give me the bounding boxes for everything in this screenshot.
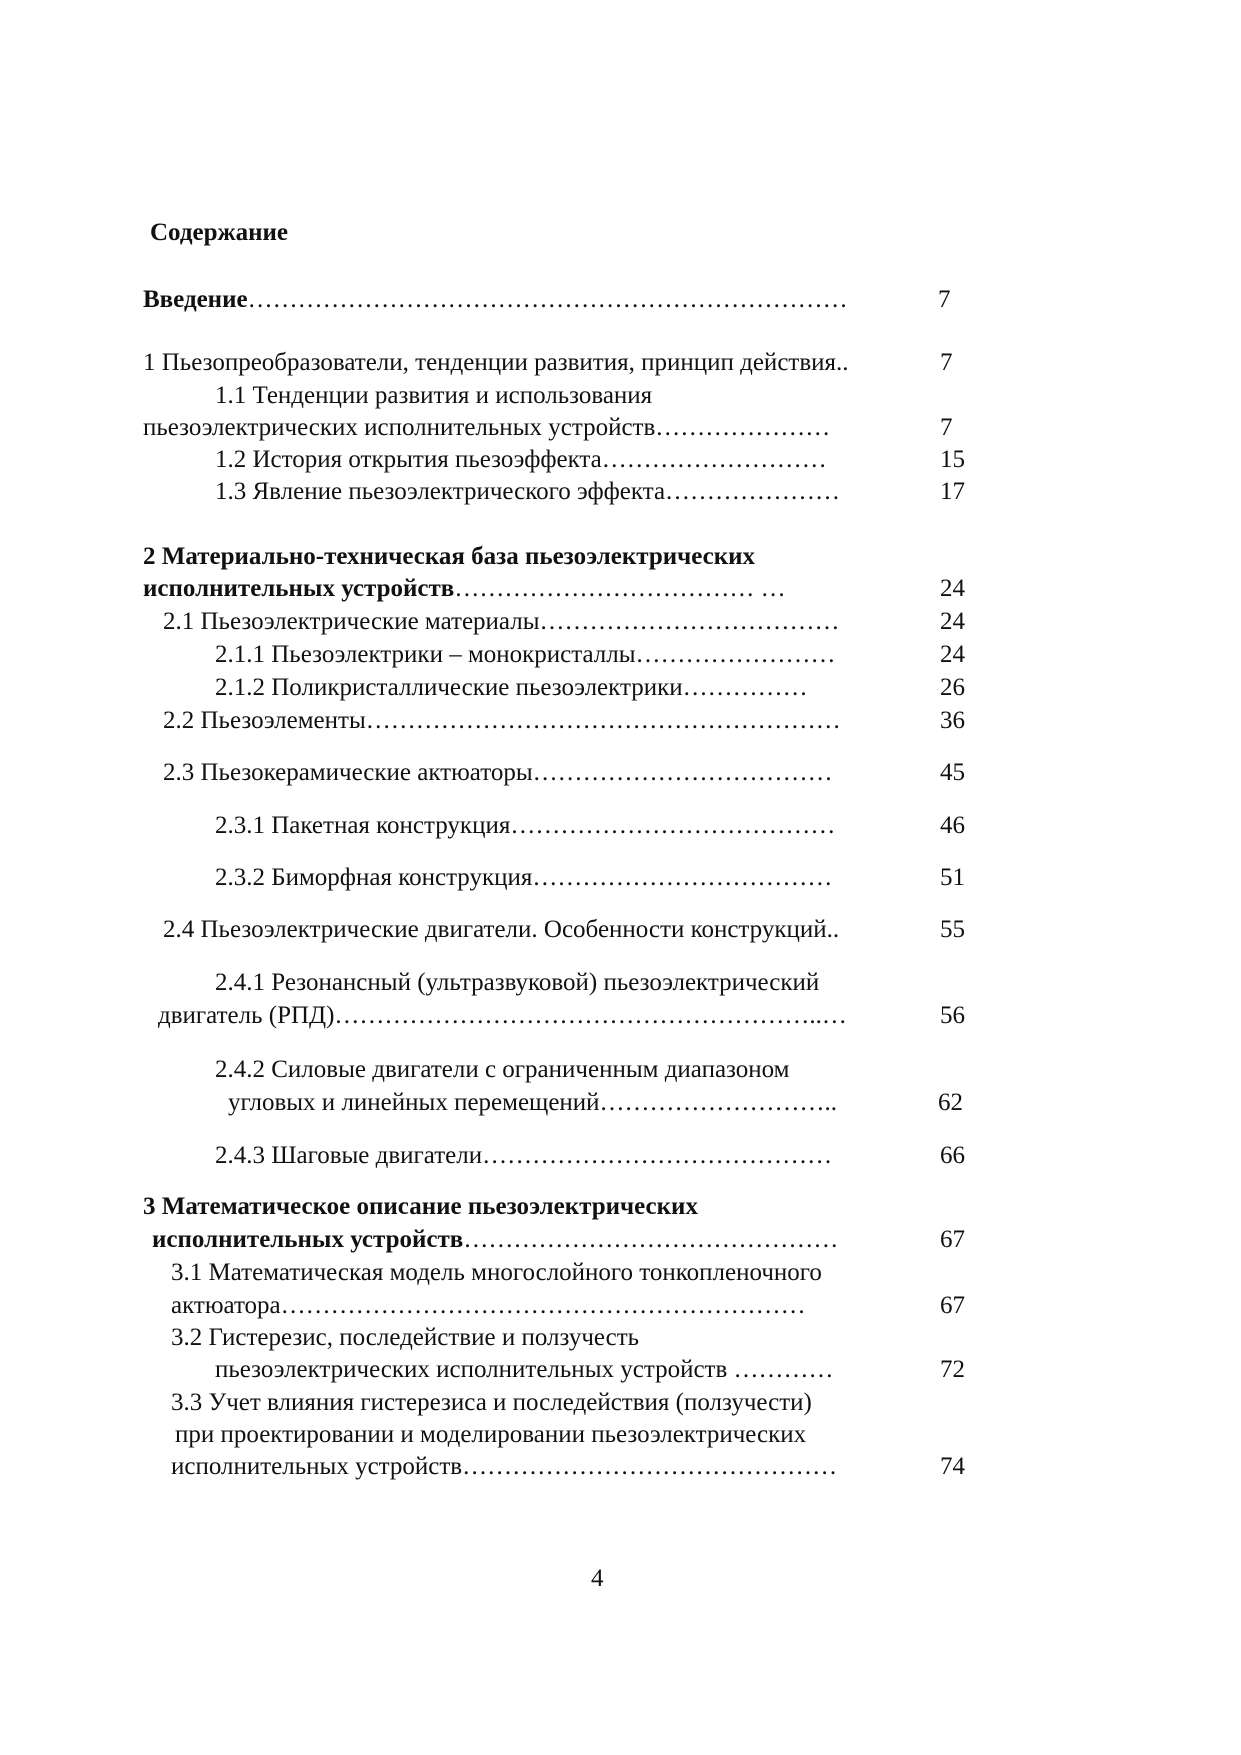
toc-entry-page: 26 [940,674,965,701]
toc-entry-3-3-cont: при проектировании и моделировании пьезоэлектрических [175,1421,807,1448]
toc-entry-page: 36 [940,707,965,734]
toc-entry-1-2: 1.2 История открытия пьезоэффекта……………………… [215,446,827,473]
toc-entry-page: 56 [940,1002,965,1029]
toc-entry-page: 66 [940,1142,965,1169]
toc-entry-page: 7 [940,349,953,376]
toc-entry-2-2: 2.2 Пьезоэлементы………………………………………………… [163,707,841,734]
toc-entry-page: 7 [940,414,953,441]
toc-entry-2-4-2: 2.4.2 Силовые двигатели с ограниченным диапазоном [215,1056,790,1083]
toc-entry-2-4-1-cont: двигатель (РПД)…………………………………………………..… [158,1002,847,1029]
toc-entry-2-4-2-cont: угловых и линейных перемещений……………………….. [228,1089,838,1116]
toc-entry-2-3-1: 2.3.1 Пакетная конструкция………………………………… [215,812,836,839]
toc-entry-page: 67 [940,1292,965,1319]
toc-entry-3-1-cont: актюатора……………………………………………………… [171,1292,806,1319]
toc-entry-page: 74 [940,1453,965,1480]
toc-entry-page: 46 [940,812,965,839]
toc-entry-page: 24 [940,575,965,602]
toc-entry-2-1-2: 2.1.2 Поликристаллические пьезоэлектрики…………… [215,674,808,701]
toc-entry-page: 7 [938,286,951,313]
toc-entry-chapter-3: 3 Математическое описание пьезоэлектрических [143,1193,698,1220]
toc-entry-3-2: 3.2 Гистерезис, последействие и ползучесть [171,1324,640,1351]
toc-entry-page: 51 [940,864,965,891]
toc-entry-text: исполнительных устройств [152,1226,464,1253]
toc-entry-text: Введение [143,286,248,313]
toc-entry-2-3-2: 2.3.2 Биморфная конструкция……………………………… [215,864,833,891]
toc-entry-page: 24 [940,641,965,668]
toc-entry-1-3: 1.3 Явление пьезоэлектрического эффекта………………… [215,478,841,505]
toc-entry-2-3: 2.3 Пьезокерамические актюаторы……………………………… [163,759,833,786]
toc-entry-page: 15 [940,446,965,473]
toc-leader-dots: ……………………………………………………………… [247,286,848,313]
toc-entry-chapter-3-cont [152,1224,838,1256]
toc-entry-text: исполнительных устройств [143,575,455,602]
toc-entry-chapter-1: 1 Пьезопреобразователи, тенденции развития, принцип действия.. [143,349,849,376]
toc-entry-page: 24 [940,608,965,635]
toc-entry-2-4: 2.4 Пьезоэлектрические двигатели. Особенности конструкций.. [163,916,840,943]
toc-entry-page: 45 [940,759,965,786]
toc-entry-1-1-cont: пьезоэлектрических исполнительных устройств………………… [143,414,831,441]
toc-title: Содержание [150,219,289,246]
page-number: 4 [591,1565,604,1592]
toc-entry-2-1-1: 2.1.1 Пьезоэлектрики – монокристаллы…………………… [215,641,836,668]
toc-entry-page: 67 [940,1226,965,1253]
toc-leader-dots: ……………………………………… [463,1226,839,1253]
toc-leader-dots: ……………………………… … [454,575,786,602]
toc-entry-3-1: 3.1 Математическая модель многослойного тонкопленочного [171,1259,822,1286]
toc-entry-2-4-3: 2.4.3 Шаговые двигатели…………………………………… [215,1142,833,1169]
toc-entry-3-2-cont: пьезоэлектрических исполнительных устройств ………… [215,1356,834,1383]
toc-entry-3-3: 3.3 Учет влияния гистерезиса и последействия (ползучести) [171,1389,812,1416]
toc-entry-2-1: 2.1 Пьезоэлектрические материалы……………………………… [163,608,840,635]
toc-entry-page: 55 [940,916,965,943]
toc-entry-1-1: 1.1 Тенденции развития и использования [215,382,653,409]
toc-entry-page: 72 [940,1356,965,1383]
toc-entry-3-3-cont-2: исполнительных устройств……………………………………… [171,1453,838,1480]
toc-entry-page: 62 [938,1089,963,1116]
toc-entry-intro [143,284,848,316]
toc-entry-chapter-2-cont [143,573,786,605]
toc-entry-2-4-1: 2.4.1 Резонансный (ультразвуковой) пьезоэлектрический [215,969,820,996]
toc-entry-chapter-2: 2 Материально-техническая база пьезоэлектрических [143,543,756,570]
toc-entry-page: 17 [940,478,965,505]
